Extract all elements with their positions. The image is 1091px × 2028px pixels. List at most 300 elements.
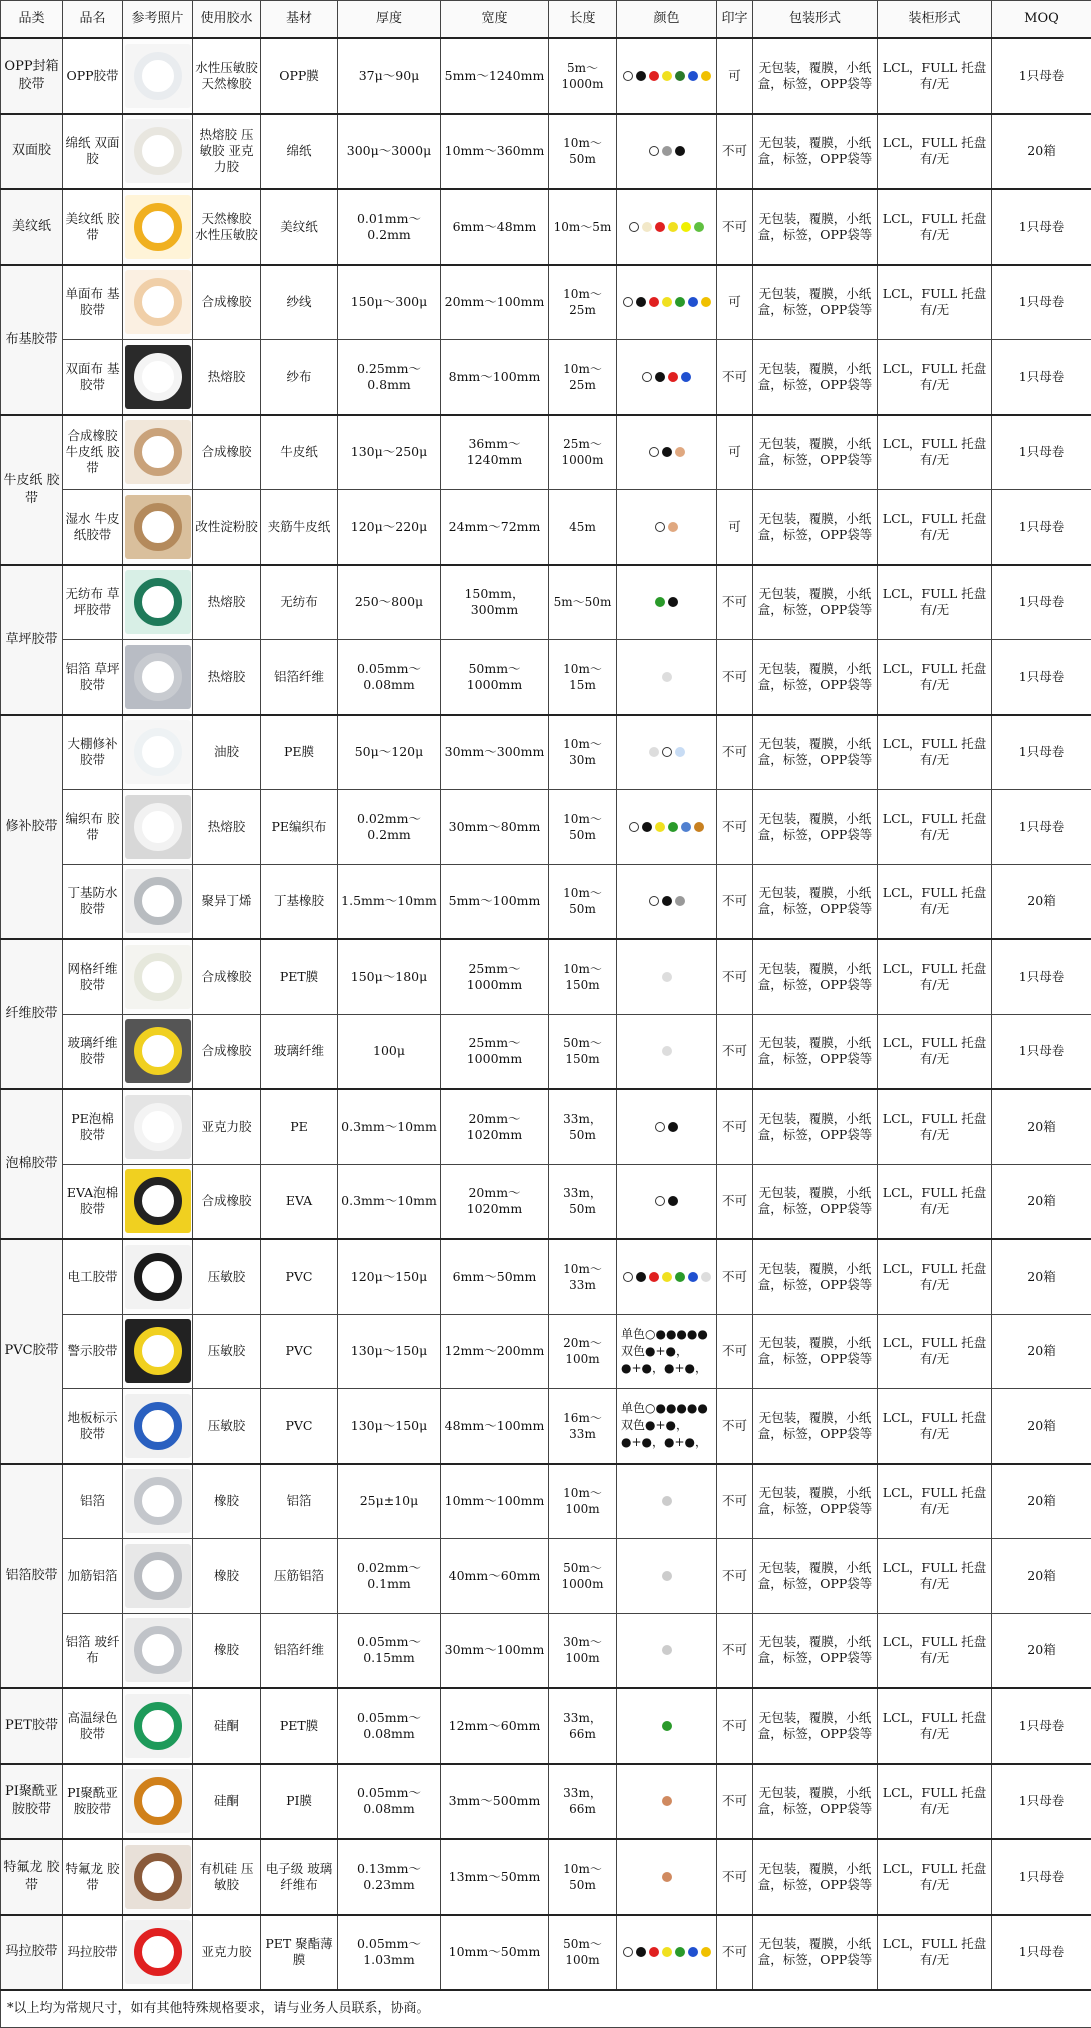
color-dot: [688, 71, 698, 81]
printing-cell: 不可: [717, 1688, 753, 1764]
thickness-cell: 0.05mm～0.08mm: [338, 1688, 441, 1764]
moq-cell: 1只母卷: [992, 490, 1091, 565]
tape-roll-icon: [134, 728, 182, 776]
moq-cell: 1只母卷: [992, 265, 1091, 340]
color-swatches: [618, 372, 715, 382]
photo-cell: [123, 1613, 193, 1688]
color-dot: [649, 747, 659, 757]
moq-cell: 1只母卷: [992, 340, 1091, 415]
category-cell: PET胶带: [1, 1688, 63, 1764]
color-dot: [655, 1122, 665, 1132]
base-material-cell: PET膜: [261, 1688, 338, 1764]
color-cell: [617, 1915, 717, 1991]
thickness-cell: 150μ～300μ: [338, 265, 441, 340]
container-cell: LCL，FULL 托盘 有/无: [878, 265, 992, 340]
width-cell: 8mm～100mm: [441, 340, 549, 415]
width-cell: 20mm～100mm: [441, 265, 549, 340]
tape-roll-icon: [134, 127, 182, 175]
color-swatches: [618, 896, 715, 906]
color-dot: [662, 297, 672, 307]
tape-roll-icon: [134, 1777, 182, 1825]
color-dot: [649, 896, 659, 906]
width-cell: 3mm～500mm: [441, 1764, 549, 1840]
category-cell: 牛皮纸 胶带: [1, 415, 63, 565]
thickness-cell: 130μ～250μ: [338, 415, 441, 490]
packaging-cell: 无包装，覆膜，小纸盒，标签，OPP袋等: [753, 1089, 878, 1164]
color-cell: [617, 1314, 717, 1389]
header-glue: 使用胶水: [193, 1, 261, 39]
category-cell: 铝箔胶带: [1, 1464, 63, 1689]
length-cell: 10m～150m: [549, 939, 617, 1014]
color-cell: [617, 415, 717, 490]
length-cell: 50m～1000m: [549, 1539, 617, 1614]
length-cell: 33m，66m: [549, 1764, 617, 1840]
tape-roll-icon: [134, 1928, 182, 1976]
color-dot: [681, 372, 691, 382]
container-cell: LCL，FULL 托盘 有/无: [878, 340, 992, 415]
header-photo: 参考照片: [123, 1, 193, 39]
thickness-cell: 1.5mm～10mm: [338, 864, 441, 939]
moq-cell: 1只母卷: [992, 790, 1091, 865]
width-cell: 36mm～1240mm: [441, 415, 549, 490]
printing-cell: 不可: [717, 715, 753, 790]
base-material-cell: EVA: [261, 1164, 338, 1239]
base-material-cell: 美纹纸: [261, 189, 338, 265]
printing-cell: 不可: [717, 1539, 753, 1614]
tape-roll-photo: [125, 420, 191, 484]
moq-cell: 1只母卷: [992, 415, 1091, 490]
table-row: [1, 1613, 1091, 1688]
tape-roll-photo: [125, 795, 191, 859]
color-swatches: [618, 747, 715, 757]
moq-cell: 1只母卷: [992, 565, 1091, 640]
thickness-cell: 100μ: [338, 1014, 441, 1089]
thickness-cell: 0.05mm～0.15mm: [338, 1613, 441, 1688]
color-dot: [675, 896, 685, 906]
glue-cell: 橡胶: [193, 1539, 261, 1614]
color-cell: [617, 790, 717, 865]
table-row: [1, 1314, 1091, 1389]
packaging-cell: 无包装，覆膜，小纸盒，标签，OPP袋等: [753, 1314, 878, 1389]
packaging-cell: 无包装，覆膜，小纸盒，标签，OPP袋等: [753, 114, 878, 190]
table-row: [1, 715, 1091, 790]
length-cell: 33m，50m: [549, 1164, 617, 1239]
color-text-line: ●+●，●+●，: [618, 1434, 715, 1451]
color-dot: [662, 672, 672, 682]
color-dot: [668, 372, 678, 382]
photo-cell: [123, 189, 193, 265]
moq-cell: 1只母卷: [992, 1839, 1091, 1915]
color-dot: [688, 1947, 698, 1957]
color-dot: [662, 1796, 672, 1806]
color-dot: [668, 1196, 678, 1206]
length-cell: 10m～50m: [549, 864, 617, 939]
width-cell: 40mm～60mm: [441, 1539, 549, 1614]
color-dot: [649, 71, 659, 81]
length-cell: 10m～15m: [549, 640, 617, 715]
glue-cell: 硅酮: [193, 1764, 261, 1840]
width-cell: 30mm～300mm: [441, 715, 549, 790]
photo-cell: [123, 340, 193, 415]
container-cell: LCL，FULL 托盘 有/无: [878, 490, 992, 565]
color-swatches: [618, 71, 715, 81]
packaging-cell: 无包装，覆膜，小纸盒，标签，OPP袋等: [753, 1539, 878, 1614]
color-cell: [617, 265, 717, 340]
width-cell: 30mm～100mm: [441, 1613, 549, 1688]
header-width: 宽度: [441, 1, 549, 39]
tape-roll-icon: [134, 1702, 182, 1750]
table-row: [1, 1014, 1091, 1089]
product-name-cell: PI聚酰亚 胺胶带: [63, 1764, 123, 1840]
header-row: [1, 1, 1091, 39]
color-cell: [617, 38, 717, 114]
table-row: [1, 189, 1091, 265]
tape-roll-icon: [134, 877, 182, 925]
thickness-cell: 0.05mm～0.08mm: [338, 640, 441, 715]
thickness-cell: 37μ～90μ: [338, 38, 441, 114]
tape-roll-icon: [134, 1177, 182, 1225]
moq-cell: 20箱: [992, 1239, 1091, 1314]
color-swatches: [618, 1947, 715, 1957]
photo-cell: [123, 1089, 193, 1164]
glue-cell: 油胶: [193, 715, 261, 790]
header-length: 长度: [549, 1, 617, 39]
thickness-cell: 250～800μ: [338, 565, 441, 640]
color-cell: [617, 1089, 717, 1164]
product-name-cell: 丁基防水 胶带: [63, 864, 123, 939]
container-cell: LCL，FULL 托盘 有/无: [878, 189, 992, 265]
category-cell: 特氟龙 胶带: [1, 1839, 63, 1915]
printing-cell: 不可: [717, 1839, 753, 1915]
thickness-cell: 0.05mm～0.08mm: [338, 1764, 441, 1840]
length-cell: 10m～50m: [549, 1839, 617, 1915]
color-dot: [681, 222, 691, 232]
moq-cell: 20箱: [992, 1613, 1091, 1688]
length-cell: 25m～1000m: [549, 415, 617, 490]
photo-cell: [123, 1389, 193, 1464]
thickness-cell: 120μ～150μ: [338, 1239, 441, 1314]
photo-cell: [123, 1764, 193, 1840]
width-cell: 24mm～72mm: [441, 490, 549, 565]
packaging-cell: 无包装，覆膜，小纸盒，标签，OPP袋等: [753, 1915, 878, 1991]
tape-roll-icon: [134, 1327, 182, 1375]
packaging-cell: 无包装，覆膜，小纸盒，标签，OPP袋等: [753, 1688, 878, 1764]
glue-cell: 合成橡胶: [193, 415, 261, 490]
color-swatches: [618, 822, 715, 832]
tape-roll-icon: [134, 428, 182, 476]
table-row: [1, 415, 1091, 490]
container-cell: LCL，FULL 托盘 有/无: [878, 1539, 992, 1614]
category-cell: 玛拉胶带: [1, 1915, 63, 1991]
container-cell: LCL，FULL 托盘 有/无: [878, 1464, 992, 1539]
color-dot: [675, 146, 685, 156]
moq-cell: 1只母卷: [992, 715, 1091, 790]
color-swatches: [618, 1721, 715, 1731]
base-material-cell: 绵纸: [261, 114, 338, 190]
product-name-cell: 玻璃纤维 胶带: [63, 1014, 123, 1089]
tape-roll-icon: [134, 353, 182, 401]
color-dot: [662, 972, 672, 982]
base-material-cell: 牛皮纸: [261, 415, 338, 490]
color-dot: [694, 222, 704, 232]
footnote: *以上均为常规尺寸，如有其他特殊规格要求，请与业务人员联系，协商。: [1, 1990, 1091, 2028]
color-cell: [617, 1613, 717, 1688]
product-name-cell: 特氟龙 胶带: [63, 1839, 123, 1915]
glue-cell: 亚克力胶: [193, 1915, 261, 1991]
table-row: [1, 38, 1091, 114]
color-dot: [655, 597, 665, 607]
length-cell: 10m～100m: [549, 1464, 617, 1539]
tape-roll-icon: [134, 953, 182, 1001]
glue-cell: 亚克力胶: [193, 1089, 261, 1164]
glue-cell: 热熔胶 压敏胶 亚克力胶: [193, 114, 261, 190]
tape-roll-icon: [134, 803, 182, 851]
table-row: [1, 1688, 1091, 1764]
length-cell: 10m～50m: [549, 114, 617, 190]
tape-roll-photo: [125, 1394, 191, 1458]
packaging-cell: 无包装，覆膜，小纸盒，标签，OPP袋等: [753, 1764, 878, 1840]
color-cell: [617, 1164, 717, 1239]
glue-cell: 合成橡胶: [193, 1014, 261, 1089]
photo-cell: [123, 790, 193, 865]
glue-cell: 合成橡胶: [193, 1164, 261, 1239]
moq-cell: 1只母卷: [992, 1688, 1091, 1764]
moq-cell: 20箱: [992, 1539, 1091, 1614]
printing-cell: 可: [717, 38, 753, 114]
printing-cell: 不可: [717, 114, 753, 190]
color-dot: [623, 297, 633, 307]
color-dot: [701, 71, 711, 81]
photo-cell: [123, 640, 193, 715]
category-cell: PVC胶带: [1, 1239, 63, 1464]
table-body: [1, 38, 1091, 1990]
product-name-cell: PE泡棉 胶带: [63, 1089, 123, 1164]
color-dot: [675, 71, 685, 81]
header-base-material: 基材: [261, 1, 338, 39]
tape-roll-icon: [134, 1626, 182, 1674]
glue-cell: 热熔胶: [193, 340, 261, 415]
container-cell: LCL，FULL 托盘 有/无: [878, 1089, 992, 1164]
tape-roll-photo: [125, 645, 191, 709]
color-dot: [662, 1947, 672, 1957]
color-dot: [636, 71, 646, 81]
color-text-line: 双色●+●，: [618, 1343, 715, 1360]
thickness-cell: 0.3mm～10mm: [338, 1089, 441, 1164]
base-material-cell: PVC: [261, 1239, 338, 1314]
tape-roll-photo: [125, 119, 191, 183]
printing-cell: 不可: [717, 1164, 753, 1239]
table-row: [1, 1389, 1091, 1464]
container-cell: LCL，FULL 托盘 有/无: [878, 1915, 992, 1991]
table-row: [1, 114, 1091, 190]
printing-cell: 不可: [717, 640, 753, 715]
printing-cell: 不可: [717, 1764, 753, 1840]
width-cell: 20mm～1020mm: [441, 1089, 549, 1164]
color-dot: [662, 1496, 672, 1506]
color-swatches: [618, 672, 715, 682]
product-name-cell: 绵纸 双面胶: [63, 114, 123, 190]
glue-cell: 聚异丁烯: [193, 864, 261, 939]
color-swatches: [618, 146, 715, 156]
category-cell: OPP封箱胶带: [1, 38, 63, 114]
product-name-cell: 合成橡胶 牛皮纸 胶带: [63, 415, 123, 490]
color-swatches: [618, 522, 715, 532]
tape-roll-icon: [134, 1552, 182, 1600]
packaging-cell: 无包装，覆膜，小纸盒，标签，OPP袋等: [753, 1389, 878, 1464]
width-cell: 10mm～360mm: [441, 114, 549, 190]
color-dot: [662, 747, 672, 757]
color-cell: [617, 1389, 717, 1464]
color-cell: [617, 114, 717, 190]
packaging-cell: 无包装，覆膜，小纸盒，标签，OPP袋等: [753, 490, 878, 565]
container-cell: LCL，FULL 托盘 有/无: [878, 1613, 992, 1688]
color-dot: [642, 222, 652, 232]
printing-cell: 不可: [717, 790, 753, 865]
color-cell: [617, 1239, 717, 1314]
product-name-cell: 电工胶带: [63, 1239, 123, 1314]
product-name-cell: EVA泡棉 胶带: [63, 1164, 123, 1239]
thickness-cell: 0.02mm～0.1mm: [338, 1539, 441, 1614]
printing-cell: 不可: [717, 939, 753, 1014]
color-dot: [662, 1571, 672, 1581]
color-cell: [617, 1688, 717, 1764]
glue-cell: 橡胶: [193, 1613, 261, 1688]
printing-cell: 不可: [717, 1389, 753, 1464]
table-row: [1, 265, 1091, 340]
tape-roll-photo: [125, 1169, 191, 1233]
table-row: [1, 790, 1091, 865]
tape-roll-photo: [125, 1845, 191, 1909]
base-material-cell: 纱线: [261, 265, 338, 340]
tape-roll-icon: [134, 278, 182, 326]
photo-cell: [123, 1915, 193, 1991]
width-cell: 30mm～80mm: [441, 790, 549, 865]
packaging-cell: 无包装，覆膜，小纸盒，标签，OPP袋等: [753, 1164, 878, 1239]
product-name-cell: 大棚修补 胶带: [63, 715, 123, 790]
length-cell: 20m～100m: [549, 1314, 617, 1389]
table-row: [1, 640, 1091, 715]
base-material-cell: PE膜: [261, 715, 338, 790]
color-dot: [668, 522, 678, 532]
product-name-cell: OPP胶带: [63, 38, 123, 114]
moq-cell: 20箱: [992, 114, 1091, 190]
product-name-cell: 玛拉胶带: [63, 1915, 123, 1991]
color-cell: [617, 864, 717, 939]
moq-cell: 20箱: [992, 1464, 1091, 1539]
thickness-cell: 0.3mm～10mm: [338, 1164, 441, 1239]
product-name-cell: 单面布 基胶带: [63, 265, 123, 340]
moq-cell: 1只母卷: [992, 939, 1091, 1014]
product-name-cell: 加筋铝箔: [63, 1539, 123, 1614]
container-cell: LCL，FULL 托盘 有/无: [878, 790, 992, 865]
packaging-cell: 无包装，覆膜，小纸盒，标签，OPP袋等: [753, 1239, 878, 1314]
printing-cell: 不可: [717, 1613, 753, 1688]
table-row: [1, 864, 1091, 939]
glue-cell: 橡胶: [193, 1464, 261, 1539]
thickness-cell: 0.01mm～0.2mm: [338, 189, 441, 265]
base-material-cell: PVC: [261, 1389, 338, 1464]
base-material-cell: 纱布: [261, 340, 338, 415]
tape-roll-photo: [125, 1095, 191, 1159]
thickness-cell: 25μ±10μ: [338, 1464, 441, 1539]
category-cell: 修补胶带: [1, 715, 63, 940]
photo-cell: [123, 1539, 193, 1614]
tape-roll-photo: [125, 1920, 191, 1984]
glue-cell: 改性淀粉胶: [193, 490, 261, 565]
tape-roll-photo: [125, 869, 191, 933]
packaging-cell: 无包装，覆膜，小纸盒，标签，OPP袋等: [753, 565, 878, 640]
color-dot: [636, 297, 646, 307]
color-dot: [675, 1947, 685, 1957]
table-row: [1, 340, 1091, 415]
table-row: [1, 1164, 1091, 1239]
color-cell: [617, 939, 717, 1014]
base-material-cell: 玻璃纤维: [261, 1014, 338, 1089]
moq-cell: 1只母卷: [992, 640, 1091, 715]
photo-cell: [123, 1164, 193, 1239]
glue-cell: 水性压敏胶 天然橡胶: [193, 38, 261, 114]
packaging-cell: 无包装，覆膜，小纸盒，标签，OPP袋等: [753, 1014, 878, 1089]
container-cell: LCL，FULL 托盘 有/无: [878, 864, 992, 939]
color-swatches: [618, 1645, 715, 1655]
tape-roll-photo: [125, 720, 191, 784]
color-swatches: [618, 447, 715, 457]
printing-cell: 不可: [717, 1314, 753, 1389]
color-cell: [617, 715, 717, 790]
photo-cell: [123, 114, 193, 190]
moq-cell: 20箱: [992, 1314, 1091, 1389]
tape-roll-photo: [125, 1769, 191, 1833]
length-cell: 16m～33m: [549, 1389, 617, 1464]
tape-roll-photo: [125, 1694, 191, 1758]
color-dot: [681, 822, 691, 832]
length-cell: 33m，50m: [549, 1089, 617, 1164]
printing-cell: 不可: [717, 1014, 753, 1089]
color-dot: [662, 146, 672, 156]
product-name-cell: 警示胶带: [63, 1314, 123, 1389]
product-name-cell: 铝箔: [63, 1464, 123, 1539]
color-dot: [662, 1272, 672, 1282]
color-cell: [617, 640, 717, 715]
category-cell: 纤维胶带: [1, 939, 63, 1089]
container-cell: LCL，FULL 托盘 有/无: [878, 114, 992, 190]
header-container: 装柜形式: [878, 1, 992, 39]
product-name-cell: 湿水 牛皮 纸胶带: [63, 490, 123, 565]
photo-cell: [123, 715, 193, 790]
color-dot: [668, 222, 678, 232]
color-dot: [655, 522, 665, 532]
length-cell: 5m～1000m: [549, 38, 617, 114]
category-cell: 泡棉胶带: [1, 1089, 63, 1239]
footnote-row: [1, 1990, 1091, 2028]
color-dot: [649, 146, 659, 156]
packaging-cell: 无包装，覆膜，小纸盒，标签，OPP袋等: [753, 864, 878, 939]
color-dot: [662, 1046, 672, 1056]
packaging-cell: 无包装，覆膜，小纸盒，标签，OPP袋等: [753, 715, 878, 790]
length-cell: 33m，66m: [549, 1688, 617, 1764]
packaging-cell: 无包装，覆膜，小纸盒，标签，OPP袋等: [753, 1839, 878, 1915]
photo-cell: [123, 1688, 193, 1764]
container-cell: LCL，FULL 托盘 有/无: [878, 415, 992, 490]
color-swatches: [618, 1122, 715, 1132]
base-material-cell: 电子级 玻璃纤维布: [261, 1839, 338, 1915]
tape-roll-photo: [125, 945, 191, 1009]
tape-roll-photo: [125, 44, 191, 108]
length-cell: 10m～33m: [549, 1239, 617, 1314]
container-cell: LCL，FULL 托盘 有/无: [878, 1688, 992, 1764]
color-dot: [642, 372, 652, 382]
moq-cell: 20箱: [992, 1089, 1091, 1164]
